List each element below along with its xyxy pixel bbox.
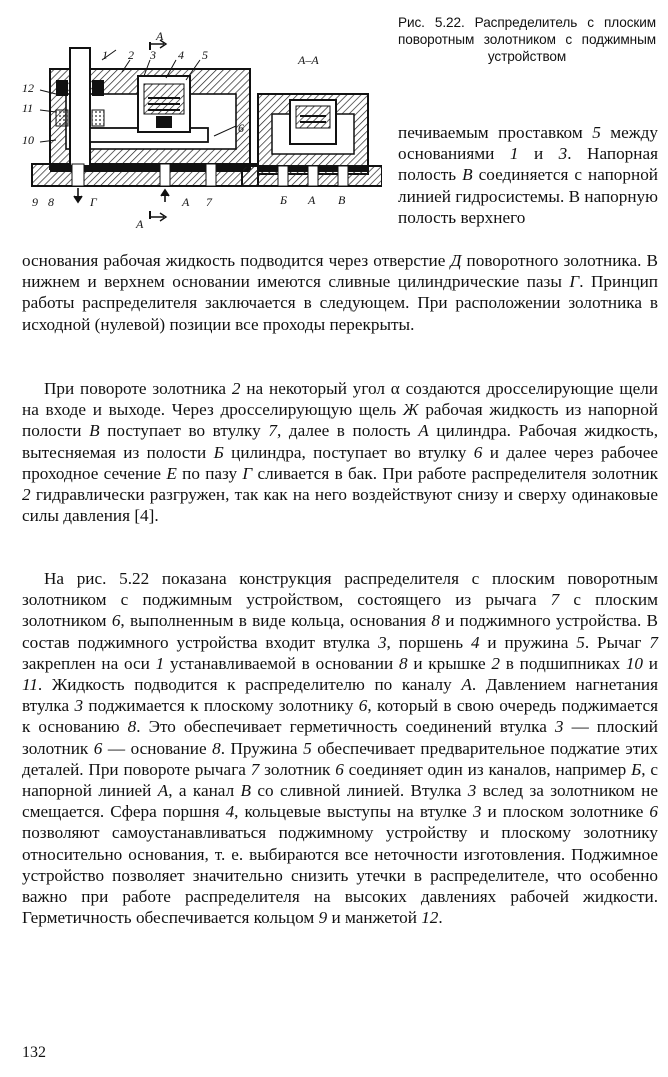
page-number: 132 <box>22 1044 46 1061</box>
callout-a-section: А <box>308 193 316 207</box>
text-run: А <box>157 781 169 801</box>
text-run: и далее через рабочее проходное сечение <box>22 442 658 483</box>
text-run: 3 <box>377 632 387 652</box>
text-run: 7 <box>250 759 260 779</box>
callout-4: 4 <box>178 48 184 62</box>
callout-6: 6 <box>238 121 244 135</box>
text-run: В <box>89 421 100 441</box>
text-run: вслед за золотником не смещается. Сфера поршня <box>22 781 658 822</box>
text-run: между основаниями <box>398 123 658 164</box>
paragraph-beside-figure <box>398 122 658 228</box>
text-run: закреплен на оси <box>22 653 156 673</box>
text-run: — основание <box>102 738 213 758</box>
text-run: . Рычаг <box>584 632 650 652</box>
text-run: 7 <box>649 632 658 652</box>
text-run: 2 <box>491 653 500 673</box>
text-run: 3 <box>554 717 564 737</box>
text-run: рабочая жидкость из напорной полости <box>22 400 659 441</box>
text-run: 3 <box>467 781 477 801</box>
text-run: 8 <box>431 611 440 631</box>
text-run: В <box>240 781 252 801</box>
callout-5: 5 <box>202 48 208 62</box>
callout-v-section: В <box>338 193 346 207</box>
text-run: , кольцевые выступы на втулке <box>234 802 473 822</box>
text-run: и поджимного устройства. В состав поджимного устройства входит втулка <box>22 611 658 652</box>
text-run: , который в свою очередь поджимается к основанию <box>22 696 659 737</box>
text-run: и <box>643 653 659 673</box>
text-run: цилиндра, поступает во втулку <box>223 442 474 462</box>
text-run: и крышке <box>407 653 492 673</box>
text-run: 6 <box>649 802 658 822</box>
text-run: В <box>462 165 473 185</box>
text-run: . Это обеспечивает герметичность соединений втулка <box>136 717 555 737</box>
text-run: 11 <box>22 675 38 695</box>
text-run: 2 <box>22 485 31 505</box>
section-view <box>242 94 382 186</box>
text-run: 6 <box>111 611 121 631</box>
text-run: 1 <box>155 653 165 673</box>
text-run: Б <box>631 759 642 779</box>
text-run: , далее в полость <box>276 421 419 441</box>
text-run: На рис. 5.22 показана конструкция распределителя с плоским поворотным золотником с поджимным устройством, состоящего из рычага <box>22 569 658 610</box>
text-run: 12 <box>421 908 439 928</box>
text-run: . Давлением нагнетания втулка <box>22 675 659 716</box>
callout-2: 2 <box>128 48 134 62</box>
text-run: и манжетой <box>327 908 422 928</box>
text-run: сливается в бак. При работе распределителя золотник <box>252 463 658 483</box>
text-run: цилиндра. Рабочая жидкость, вытесняемая из полости <box>22 421 659 462</box>
text-run: основания рабочая жидкость подводится через отверстие <box>22 251 451 270</box>
text-run: . Пружина <box>220 738 304 758</box>
callout-9: 9 <box>32 195 38 209</box>
text-run: — плоский золотник <box>22 717 658 758</box>
paragraph-construction <box>22 568 658 928</box>
text-run: . <box>438 908 443 928</box>
text-run: 8 <box>212 738 221 758</box>
text-run: 9 <box>318 908 328 928</box>
text-run: 4 <box>470 632 480 652</box>
figure-caption: Рис. 5.22. Распределитель с плоским поворотным золотником с поджимным устройством <box>398 15 656 64</box>
text-run: . Принцип работы распределителя заключается в следующем. При расположении золотника в исходной (нулевой) позиции все проходы перекрыты. <box>22 272 658 334</box>
text-run: Д <box>450 251 462 270</box>
text-run: соединяется с напорной линией гидросистемы. В напорную полость верхнего <box>398 165 658 227</box>
text-run: Г <box>242 463 253 483</box>
text-run: позволяют самоустанавливаться поджимному устройству и плоскому золотнику относительно основания, т. е. выбираются все неточности изготовления. Поджимное устройство позволяет значительно снизить утечки в распределителе, что особенно важно при работе распределителя на высоких давлениях рабочей жидкости. Герметичность обеспечивается кольцом <box>22 823 658 928</box>
text-run: При повороте золотника <box>44 379 232 398</box>
text-run: , с напорной линией <box>22 759 658 801</box>
text-run: гидравлически разгружен, так как на него воздействуют снизу и сверху одинаковые силы давления [4]. <box>22 485 658 526</box>
callout-3: 3 <box>150 48 156 62</box>
paragraph-rotation <box>22 378 658 526</box>
main-view <box>32 40 258 221</box>
text-run: поворотного золотника. В нижнем и верхнем основании имеются сливные цилиндрические пазы <box>22 251 659 292</box>
text-run: поступает во втулку <box>99 421 269 441</box>
text-run: 5 <box>576 632 585 652</box>
text-run: 7 <box>268 421 277 441</box>
text-run: по пазу <box>176 463 243 483</box>
callout-g: Г <box>90 195 97 209</box>
text-run: 8 <box>398 653 408 673</box>
callout-a: А <box>182 195 190 209</box>
text-run: 2 <box>231 379 241 398</box>
text-run: А <box>418 421 429 441</box>
text-run: 3 <box>558 144 568 164</box>
text-run: Ж <box>402 400 419 420</box>
text-run: Б <box>213 442 224 462</box>
text-run: со сливной линией. Втулка <box>251 781 468 801</box>
callout-12: 12 <box>22 81 34 95</box>
text-run: 6 <box>473 442 483 462</box>
text-run: 10 <box>625 653 644 673</box>
text-run: 8 <box>127 717 137 737</box>
text-run: 6 <box>93 738 103 758</box>
text-run: и пружина <box>479 632 577 652</box>
text-run: , выполненным в виде кольца, основания <box>120 611 432 631</box>
text-run: Г <box>569 272 580 292</box>
text-run: в подшипниках <box>499 653 626 673</box>
text-run: устанавливаемой в основании <box>164 653 399 673</box>
text-run: . Жидкость подводится к распределителю по каналу <box>37 675 462 695</box>
cut-label-top: А <box>156 29 164 43</box>
callout-1: 1 <box>102 48 108 62</box>
text-run: 5 <box>303 738 312 758</box>
text-run: на некоторый угол α создаются дросселирующие щели на входе и выходе. Через дросселирующую щель <box>22 379 658 420</box>
text-run: золотник <box>259 759 336 779</box>
text-run: 5 <box>592 123 601 142</box>
text-run: 1 <box>509 144 519 164</box>
figure-5-22 <box>10 14 382 232</box>
text-run: и <box>518 144 559 164</box>
callout-11: 11 <box>22 101 34 115</box>
text-run: 4 <box>225 802 235 822</box>
text-run: , а канал <box>168 781 241 801</box>
text-run: 7 <box>550 590 560 610</box>
text-run: поджимается к плоскому золотнику <box>83 696 359 716</box>
cut-label-bottom: А <box>136 217 144 231</box>
text-run: с плоским золотником <box>22 590 658 631</box>
text-run: обеспечивает предварительное поджатие этих деталей. При повороте рычага <box>22 738 659 779</box>
callout-8: 8 <box>48 195 54 209</box>
text-run: 3 <box>472 802 482 822</box>
section-label: А–А <box>298 53 319 67</box>
text-run: А <box>461 675 472 695</box>
text-run: и плоском золотнике <box>481 802 650 822</box>
text-run: . Напорная полость <box>398 144 658 185</box>
callout-10: 10 <box>22 133 34 147</box>
text-run: соединяет один из каналов, например <box>343 759 632 779</box>
callout-b-section: Б <box>280 193 288 207</box>
text-run: , поршень <box>386 632 471 652</box>
text-run: Е <box>166 463 177 483</box>
callout-7: 7 <box>206 195 212 209</box>
text-run: 6 <box>358 696 368 716</box>
distributor-drawing <box>10 14 382 232</box>
text-run: печиваемым проставком <box>398 123 593 142</box>
text-run: 6 <box>335 759 344 779</box>
paragraph-continuation <box>22 250 658 335</box>
text-run: 3 <box>74 696 84 716</box>
